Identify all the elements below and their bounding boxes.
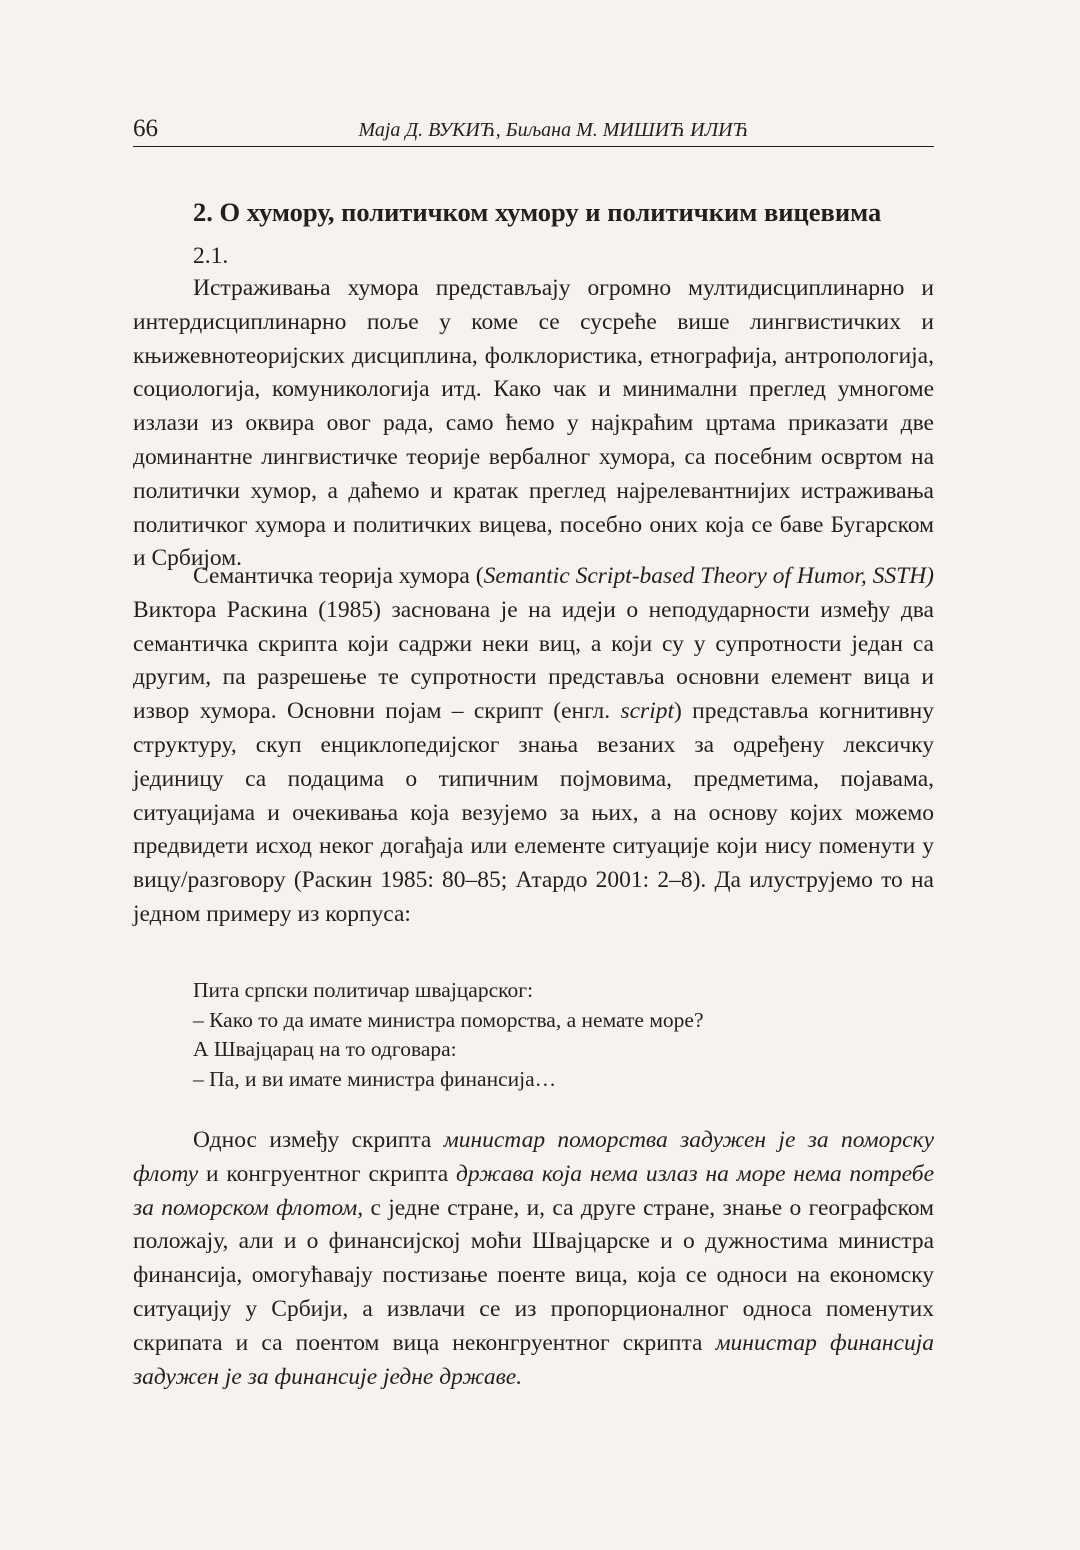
paragraph-3-italic-3: министар финансија задужен је за финансије једне државе. <box>133 1329 934 1390</box>
paragraph-2-text-2: Виктора Раскина (1985) заснована је на идеји о неподударности између два семантичка скрипта који садржи неки виц, а који су у супротности један са другим, па разрешење те супротности представља основни елемент вица и извор хумора. Основни појам – скрипт (енгл. <box>133 596 934 725</box>
quote-line: – Како то да имате министра поморства, а немате море? <box>193 1007 704 1032</box>
paragraph-2-text-1: Семантичка теорија хумора ( <box>193 563 484 589</box>
paragraph-2-italic-1: Semantic Script-based Theory of Humor, SSTH) <box>483 563 934 589</box>
subsection-number: 2.1. <box>193 243 229 269</box>
paragraph-3-text-2: и конгруентног скрипта <box>198 1160 456 1187</box>
paragraph-3-text-1: Однос између скрипта <box>193 1127 444 1153</box>
paragraph-3 <box>133 1124 934 1394</box>
paragraph-2-text-3: ) представља когнитивну структуру, скуп енциклопедијског знања везаних за одређену лексичку јединицу са подацима о типичним појмовима, предметима, појавама, ситуацијама и очекивања која везујемо за њих, а на основу којих можемо предвидети исход неког догађаја или елементе ситуације који нису поменути у вицу/разговору (Раскин 1985: 80–85; Атардо 2001: 2–8). Да илуструјемо то на једном примеру из корпуса: <box>133 698 934 927</box>
quote-line: – Па, и ви имате министра финансија… <box>193 1066 557 1091</box>
paragraph-1: Истраживања хумора представљају огромно мултидисциплинарно и интердисциплинарно поље у коме се сусреће више лингвистичких и књижевнотеоријских дисциплина, фолклористика, етнографија, антропологија, социологија, комуникологија итд. Како чак и минимални преглед умногоме излази из оквира овог рада, само ћемо у најкраћим цртама приказати две доминантне лингвистичке теорије вербалног хумора, са посебним освртом на политички хумор, а даћемо и кратак преглед најрелевантнијих истраживања политичког хумора и политичких вицева, посебно оних која се баве Бугарском и Србијом. <box>133 275 934 572</box>
paragraph-3-italic-2: држава која нема излаз на море нема потребе за поморском флотом, <box>133 1160 935 1221</box>
joke-quote <box>193 976 893 1094</box>
paragraph-3-text-3: с једне стране, и, са друге стране, знање о географском положају, али и о финансијској моћи Швајцарске и о дужностима министра финансија, омогућавају постизање поенте вица, која се односи на економску ситуацију у Србији, а извлачи се из пропорционалног односа поменутих скрипата и са поентом вица неконгруентног скрипта <box>133 1194 934 1356</box>
paragraph-2-italic-2: script <box>620 698 674 725</box>
quote-line: А Швајцарац на то одговара: <box>193 1037 457 1061</box>
running-header <box>133 112 934 147</box>
quote-line: Пита српски политичар швајцарског: <box>193 978 534 1002</box>
paragraph-2 <box>133 560 934 932</box>
section-heading: 2. О хумору, политичком хумору и политичким вицевима <box>193 197 882 227</box>
paragraph-3-italic-1: министар поморства задужен је за поморску флоту <box>133 1127 934 1187</box>
header-authors: Маја Д. ВУКИЋ, Биљана М. МИШИЋ ИЛИЋ <box>358 119 749 141</box>
page-number: 66 <box>133 115 158 142</box>
